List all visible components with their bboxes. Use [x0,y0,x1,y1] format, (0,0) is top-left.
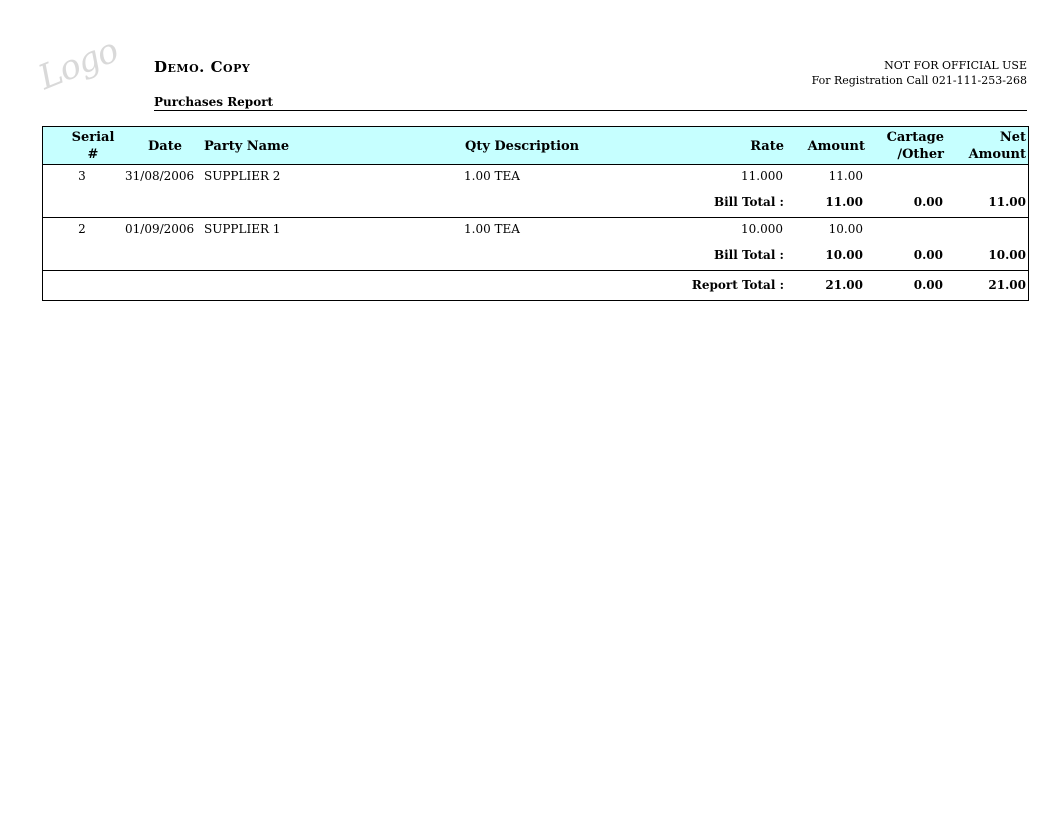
company-logo: Logo [33,30,124,99]
row-party: SUPPLIER 2 [204,169,281,183]
notice-line-2: For Registration Call 021-111-253-268 [811,74,1027,87]
report-total-net: 21.00 [988,278,1026,292]
bill-total-net: 10.00 [988,248,1026,262]
table-header [43,127,1028,165]
col-serial-line1: Serial [71,130,115,145]
row-serial: 3 [78,169,86,183]
row-qty-desc: 1.00 TEA [464,222,520,236]
report-total-cartage: 0.00 [913,278,943,292]
bill-total-net: 11.00 [988,195,1026,209]
report-table [42,126,1029,301]
bill-total-label: Bill Total : [713,248,784,262]
report-title: Purchases Report [154,95,274,109]
row-amount: 11.00 [828,169,863,183]
row-date: 31/08/2006 [125,169,195,183]
report-total-label: Report Total : [691,278,784,292]
col-rate: Rate [750,139,784,154]
bill-total-amount: 10.00 [825,248,863,262]
row-qty-desc: 1.00 TEA [464,169,520,183]
row-amount: 10.00 [828,222,863,236]
bill-total-row [43,191,1028,218]
row-date: 01/09/2006 [125,222,195,236]
notice-line-1: NOT FOR OFFICIAL USE [884,59,1027,72]
col-net-line2: Amount [968,147,1026,162]
report-total-row [43,271,1028,300]
row-rate: 11.000 [741,169,783,183]
col-qty-desc: Qty Description [465,139,580,154]
table-row [43,218,1028,244]
header-divider [154,110,1027,111]
row-rate: 10.000 [741,222,783,236]
col-cartage-line1: Cartage [886,130,944,145]
table-row [43,165,1028,191]
company-name: Demo. Copy [154,58,251,76]
col-amount: Amount [807,139,865,154]
col-party: Party Name [204,139,290,154]
row-party: SUPPLIER 1 [204,222,281,236]
bill-total-cartage: 0.00 [913,248,943,262]
bill-total-amount: 11.00 [825,195,863,209]
row-serial: 2 [78,222,86,236]
col-serial [71,129,115,163]
report-total-amount: 21.00 [825,278,863,292]
bill-total-label: Bill Total : [713,195,784,209]
col-serial-line2: # [87,147,99,162]
col-cartage [873,129,944,163]
bill-total-cartage: 0.00 [913,195,943,209]
col-cartage-line2: /Other [897,147,944,162]
bill-total-row [43,244,1028,271]
col-date: Date [148,139,182,154]
col-net-line1: Net [999,130,1026,145]
registration-notice [812,58,1027,88]
col-net-amount [953,129,1026,163]
